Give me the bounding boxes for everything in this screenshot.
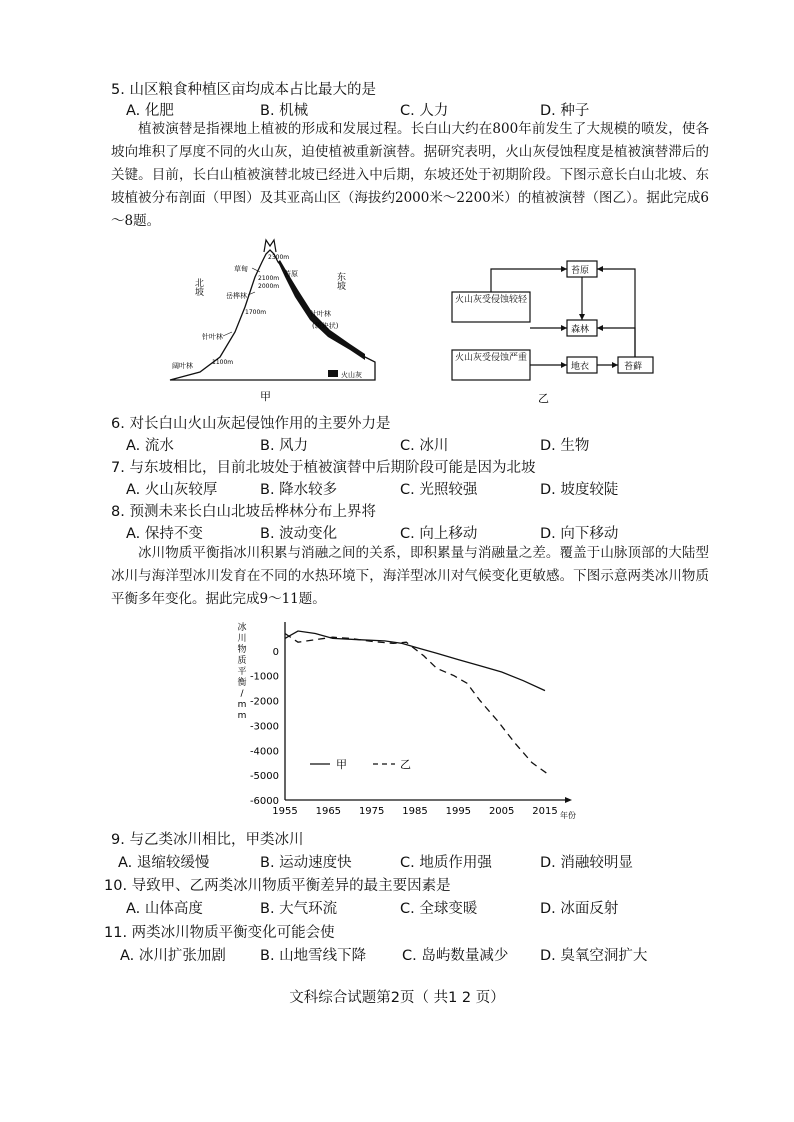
y-label-char: 物 <box>237 645 247 655</box>
option-a: A. 火山灰较厚 <box>126 482 218 498</box>
veg-broadleaf: 阔叶林 <box>172 362 193 370</box>
option-a: A. 流水 <box>126 438 174 454</box>
glacier-chart <box>230 616 590 826</box>
option-d: D. 冰面反射 <box>540 901 619 917</box>
page-footer: 文科综合试题第2页（ 共1 2 页） <box>289 990 505 1006</box>
glacier-chart-svg <box>230 616 590 826</box>
y-label-char: 质 <box>237 656 247 666</box>
veg-conifer-north: 针叶林 <box>202 333 223 341</box>
x-tick-label: 1965 <box>315 806 342 817</box>
option-c: C. 光照较强 <box>400 482 478 498</box>
series-jia-line <box>285 631 545 691</box>
option-c: C. 地质作用强 <box>400 855 492 871</box>
option-c: C. 冰川 <box>400 438 449 454</box>
question-5-stem: 5. 山区粮食种植区亩均成本占比最大的是 <box>111 82 376 98</box>
option-c: C. 人力 <box>400 103 449 119</box>
option-b: B. 山地雪线下降 <box>260 948 367 964</box>
option-a: A. 化肥 <box>126 103 174 119</box>
figure-jia-svg <box>160 232 400 407</box>
option-d: D. 消融较明显 <box>540 855 633 871</box>
y-label-char: / <box>240 689 244 699</box>
option-c: C. 岛屿数量减少 <box>402 948 509 964</box>
option-b: B. 大气环流 <box>260 901 338 917</box>
node-tundra: 苔原 <box>571 266 590 276</box>
alt-2100: 2100m <box>258 275 280 282</box>
label-east: 东坡 <box>335 272 345 290</box>
option-b: B. 风力 <box>260 438 309 454</box>
y-tick-label: -2000 <box>249 696 279 708</box>
node-forest: 森林 <box>571 325 590 335</box>
alt-1100: 1100m <box>212 359 234 366</box>
alt-2000: 2000m <box>258 283 280 290</box>
y-tick-label: -6000 <box>249 796 279 807</box>
option-a: A. 保持不变 <box>126 526 203 542</box>
question-9-stem: 9. 与乙类冰川相比，甲类冰川 <box>111 832 304 848</box>
x-tick-label: 2005 <box>488 806 515 817</box>
question-10-stem: 10. 导致甲、乙两类冰川物质平衡差异的最主要因素是 <box>104 878 451 894</box>
passage-vegetation-text: 植被演替是指裸地上植被的形成和发展过程。长白山大约在800年前发生了大规模的喷发，使各坡向堆积了厚度不同的火山灰，迫使植被重新演替。据研究表明，火山灰侵蚀程度是植被演替滞后的关键。目前，长白山植被演替北坡已经进入中后期，东坡还处于初期阶段。下图示意长白山北坡、东坡植被分布剖面（甲图）及其亚高山区（海拔约2000米～2200米）的植被演替（图乙）。据此完成6～8题。 <box>111 121 709 229</box>
node-mild-erosion: 火山灰受侵蚀较轻 <box>454 295 527 305</box>
option-c: C. 全球变暖 <box>400 901 478 917</box>
option-a: A. 山体高度 <box>126 901 203 917</box>
x-tick-label: 1955 <box>272 806 298 817</box>
y-label-char: 川 <box>237 634 247 644</box>
x-tick-label: 1985 <box>402 806 428 817</box>
question-7-stem: 7. 与东坡相比，目前北坡处于植被演替中后期阶段可能是因为北坡 <box>111 460 536 476</box>
legend-ash-label: 火山灰 <box>341 371 362 379</box>
figure-jia <box>160 232 400 407</box>
passage-glacier <box>111 542 709 611</box>
y-tick-label: -3000 <box>249 721 279 733</box>
option-d: D. 臭氧空洞扩大 <box>540 948 648 964</box>
y-axis-label <box>237 621 246 721</box>
y-label-char: 平 <box>237 667 247 677</box>
option-d: D. 生物 <box>540 438 590 454</box>
option-b: B. 波动变化 <box>260 526 338 542</box>
option-b: B. 降水较多 <box>260 482 338 498</box>
figure-yi <box>440 250 660 410</box>
x-tick-label: 1975 <box>358 806 385 817</box>
veg-birch: 岳桦林 <box>226 292 247 300</box>
veg-patchy: (斑块状) <box>312 322 339 330</box>
y-tick-label: 0 <box>272 646 279 658</box>
y-tick-label: -1000 <box>249 671 279 683</box>
x-tick-label: 1995 <box>445 806 472 817</box>
option-b: B. 机械 <box>260 103 309 119</box>
question-6-stem: 6. 对长白山火山灰起侵蚀作用的主要外力是 <box>111 416 391 432</box>
option-d: D. 坡度较陡 <box>540 482 619 498</box>
label-north: 北坡 <box>193 278 203 296</box>
node-lichen: 地衣 <box>571 362 590 372</box>
veg-conifer-east: 针叶林 <box>310 310 331 318</box>
figure-jia-caption: 甲 <box>260 390 271 403</box>
legend-jia-label: 甲 <box>336 758 347 771</box>
veg-meadow: 草甸 <box>234 265 248 273</box>
option-d: D. 种子 <box>540 103 590 119</box>
y-label-char: m <box>237 711 247 721</box>
option-a: A. 退缩较缓慢 <box>118 855 210 871</box>
passage-glacier-text: 冰川物质平衡指冰川积累与消融之间的关系，即积累量与消融量之差。覆盖于山脉顶部的大陆型冰川与海洋型冰川发育在不同的水热环境下，海洋型冰川对气候变化更敏感。下图示意两类冰川物质平衡多年变化。据此完成9～11题。 <box>111 545 709 607</box>
series-yi-line <box>285 634 549 776</box>
option-b: B. 运动速度快 <box>260 855 352 871</box>
veg-tundra: 苔原 <box>284 270 298 278</box>
option-a: A. 冰川扩张加剧 <box>120 948 226 964</box>
node-severe-erosion: 火山灰受侵蚀严重 <box>454 353 527 363</box>
passage-vegetation <box>111 118 709 233</box>
y-label-char: 衡 <box>237 678 247 688</box>
y-tick-label: -4000 <box>249 746 279 758</box>
question-8-stem: 8. 预测未来长白山北坡岳桦林分布上界将 <box>111 504 376 520</box>
figure-yi-svg <box>440 250 660 410</box>
option-d: D. 向下移动 <box>540 526 619 542</box>
y-label-char: m <box>237 700 247 710</box>
figure-yi-caption: 乙 <box>538 392 549 405</box>
legend-ash-swatch <box>328 370 338 377</box>
alt-2300: 2300m <box>268 254 290 261</box>
y-tick-label: -5000 <box>249 771 279 783</box>
y-label-char: 冰 <box>237 623 247 633</box>
legend-yi-label: 乙 <box>400 758 411 771</box>
alt-1700: 1700m <box>245 309 267 316</box>
x-axis-arrow <box>565 797 572 803</box>
question-11-stem: 11. 两类冰川物质平衡变化可能会使 <box>104 925 335 941</box>
option-c: C. 向上移动 <box>400 526 478 542</box>
x-tick-label: 2015 <box>532 806 558 817</box>
node-moss: 苔藓 <box>624 362 643 372</box>
x-axis-label: 年份 <box>560 811 576 820</box>
